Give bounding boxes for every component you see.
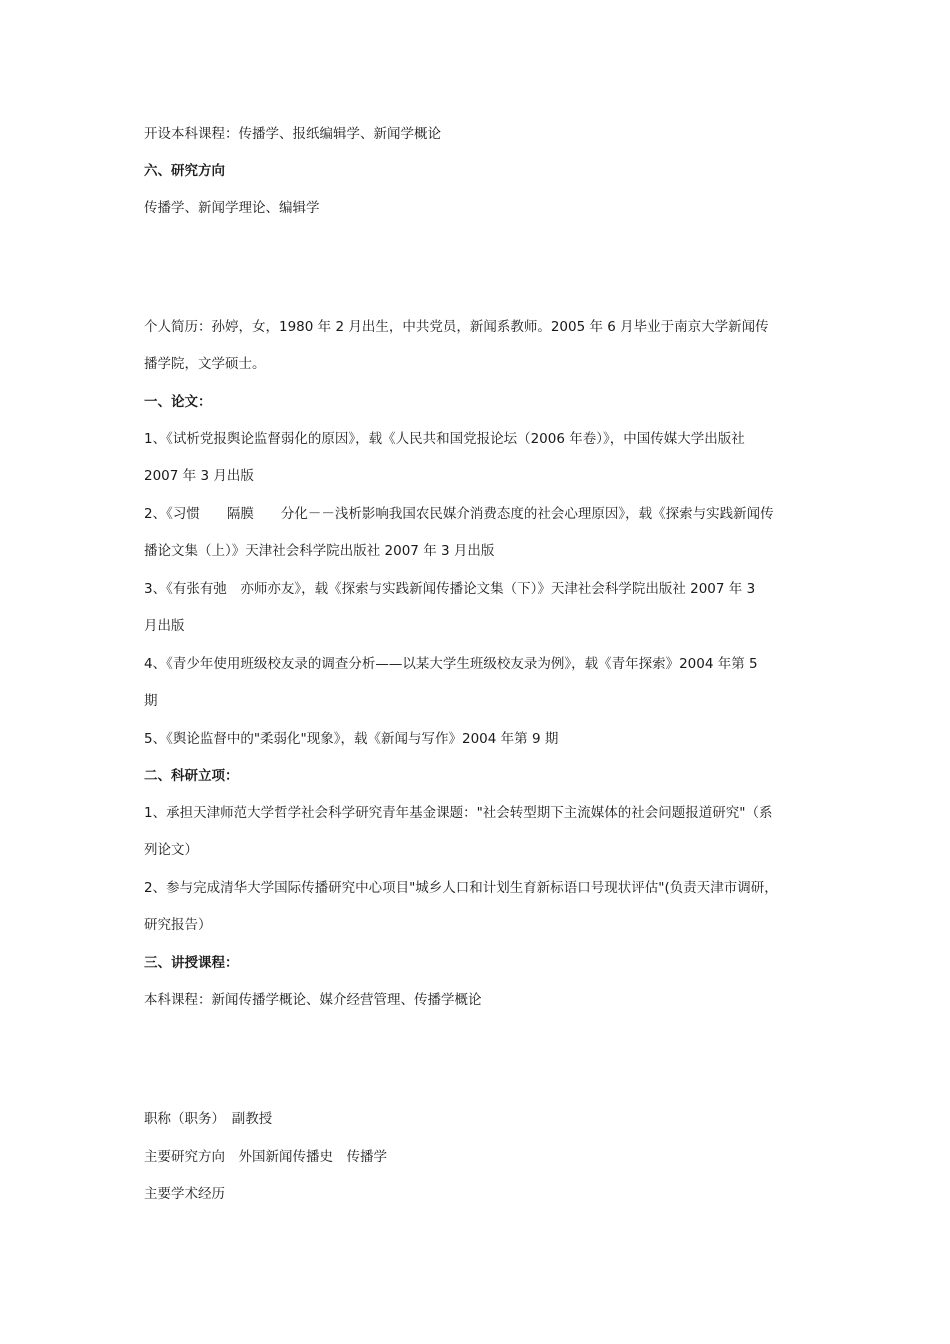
paper-2-line-1: 2、《习惯 隔膜 分化－－浅析影响我国农民媒介消费态度的社会心理原因》，载《探索与实践新闻传 <box>144 506 774 522</box>
heading-projects: 二、科研立项： <box>144 768 239 784</box>
paper-3-line-1: 3、《有张有弛 亦师亦友》，载《探索与实践新闻传播论文集（下）》天津社会科学院出版社 2007 年 3 <box>144 581 756 597</box>
academic-history-row: 主要学术经历 <box>144 1186 225 1202</box>
heading-courses-taught: 三、讲授课程： <box>144 955 239 971</box>
paper-3-line-2: 月出版 <box>144 618 185 634</box>
courses-taught-text: 本科课程：新闻传播学概论、媒介经营管理、传播学概论 <box>144 992 482 1008</box>
main-research-row: 主要研究方向 外国新闻传播史 传播学 <box>144 1149 387 1165</box>
heading-research-direction: 六、研究方向 <box>144 163 225 179</box>
bio-line-2: 播学院，文学硕士。 <box>144 356 266 372</box>
courses-offered: 开设本科课程：传播学、报纸编辑学、新闻学概论 <box>144 126 441 142</box>
paper-1-line-2: 2007 年 3 月出版 <box>144 468 254 484</box>
project-2-line-1: 2、参与完成清华大学国际传播研究中心项目"城乡人口和计划生育新标语口号现状评估"(负责天津市调研， <box>144 880 778 896</box>
research-direction-text: 传播学、新闻学理论、编辑学 <box>144 200 320 216</box>
paper-4-line-1: 4、《青少年使用班级校友录的调查分析——以某大学生班级校友录为例》，载《青年探索》2004 年第 5 <box>144 656 758 672</box>
paper-2-line-2: 播论文集（上）》天津社会科学院出版社 2007 年 3 月出版 <box>144 543 495 559</box>
heading-papers: 一、论文： <box>144 394 212 410</box>
academic-title-row: 职称（职务） 副教授 <box>144 1111 273 1127</box>
paper-4-line-2: 期 <box>144 693 158 709</box>
paper-1-line-1: 1、《试析党报舆论监督弱化的原因》，载《人民共和国党报论坛（2006 年卷）》，中国传媒大学出版社 <box>144 431 745 447</box>
paper-5: 5、《舆论监督中的"柔弱化"现象》，载《新闻与写作》2004 年第 9 期 <box>144 731 559 747</box>
project-2-line-2: 研究报告） <box>144 917 212 933</box>
bio-line-1: 个人简历：孙婷，女，1980 年 2 月出生，中共党员，新闻系教师。2005 年 6 月毕业于南京大学新闻传 <box>144 319 769 335</box>
project-1-line-1: 1、承担天津师范大学哲学社会科学研究青年基金课题："社会转型期下主流媒体的社会问题报道研究"（系 <box>144 805 773 821</box>
project-1-line-2: 列论文） <box>144 842 198 858</box>
